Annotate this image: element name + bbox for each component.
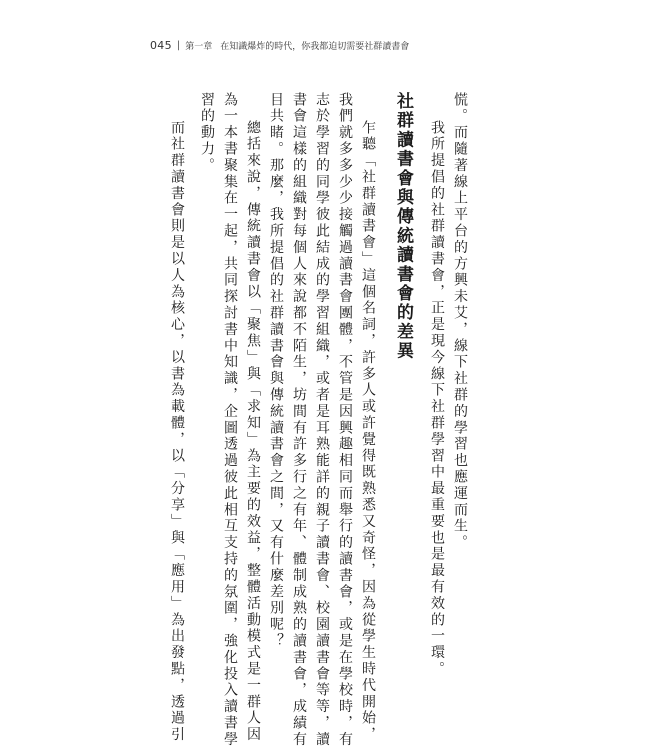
text-column: 總括來說，傳統讀書會以「聚焦」與「求知」為主要的效益，整體活動模式是一群人因 [245,120,261,744]
text-column: 慌。而隨著線上平台的方興未艾，線下社群的學習也應運而生。 [452,92,468,552]
chapter-title: 在知識爆炸的時代，你我都迫切需要社群讀書會 [220,41,410,52]
text-column: 習的動力。 [199,92,215,174]
text-column: 書會這樣的組織對每個人來說都不陌生，坊間有許多行之有年、體制成熟的讀書會，成績有 [291,92,307,748]
text-column: 我所提倡的社群讀書會，正是現今線下社群學習中最重要也是最有效的一環。 [429,120,445,678]
page-number: 045 [150,38,172,52]
text-column: 而社群讀書會則是以人為核心，以書為載體，以「分享」與「應用」為出發點，透過引 [169,120,185,744]
text-column: 志於學習的同學彼此結成的學習組織，或者是耳熟能詳的親子讀書會、校園讀書會等等，讀 [314,92,330,748]
text-column: 為一本書聚集在一起，共同探討書中知識，企圖透過彼此相互支持的氛圍，強化投入讀書學 [222,92,238,748]
chapter-label: 第一章 [185,41,213,52]
section-heading: 社群讀書會與傳統讀書會的差異 [393,92,413,361]
running-header [150,37,409,53]
text-column: 我們就多多少少接觸過讀書會團體，不管是因興趣相同而舉行的讀書會，或是在學校時，有 [337,92,353,748]
text-column: 目共睹。那麼，我所提倡的社群讀書會與傳統讀書會之間，又有什麼差別呢？ [268,92,284,650]
text-column: 乍聽「社群讀書會」這個名詞，許多人或許覺得既熟悉又奇怪，因為從學生時代開始， [360,120,376,744]
header-separator: | [176,39,181,51]
